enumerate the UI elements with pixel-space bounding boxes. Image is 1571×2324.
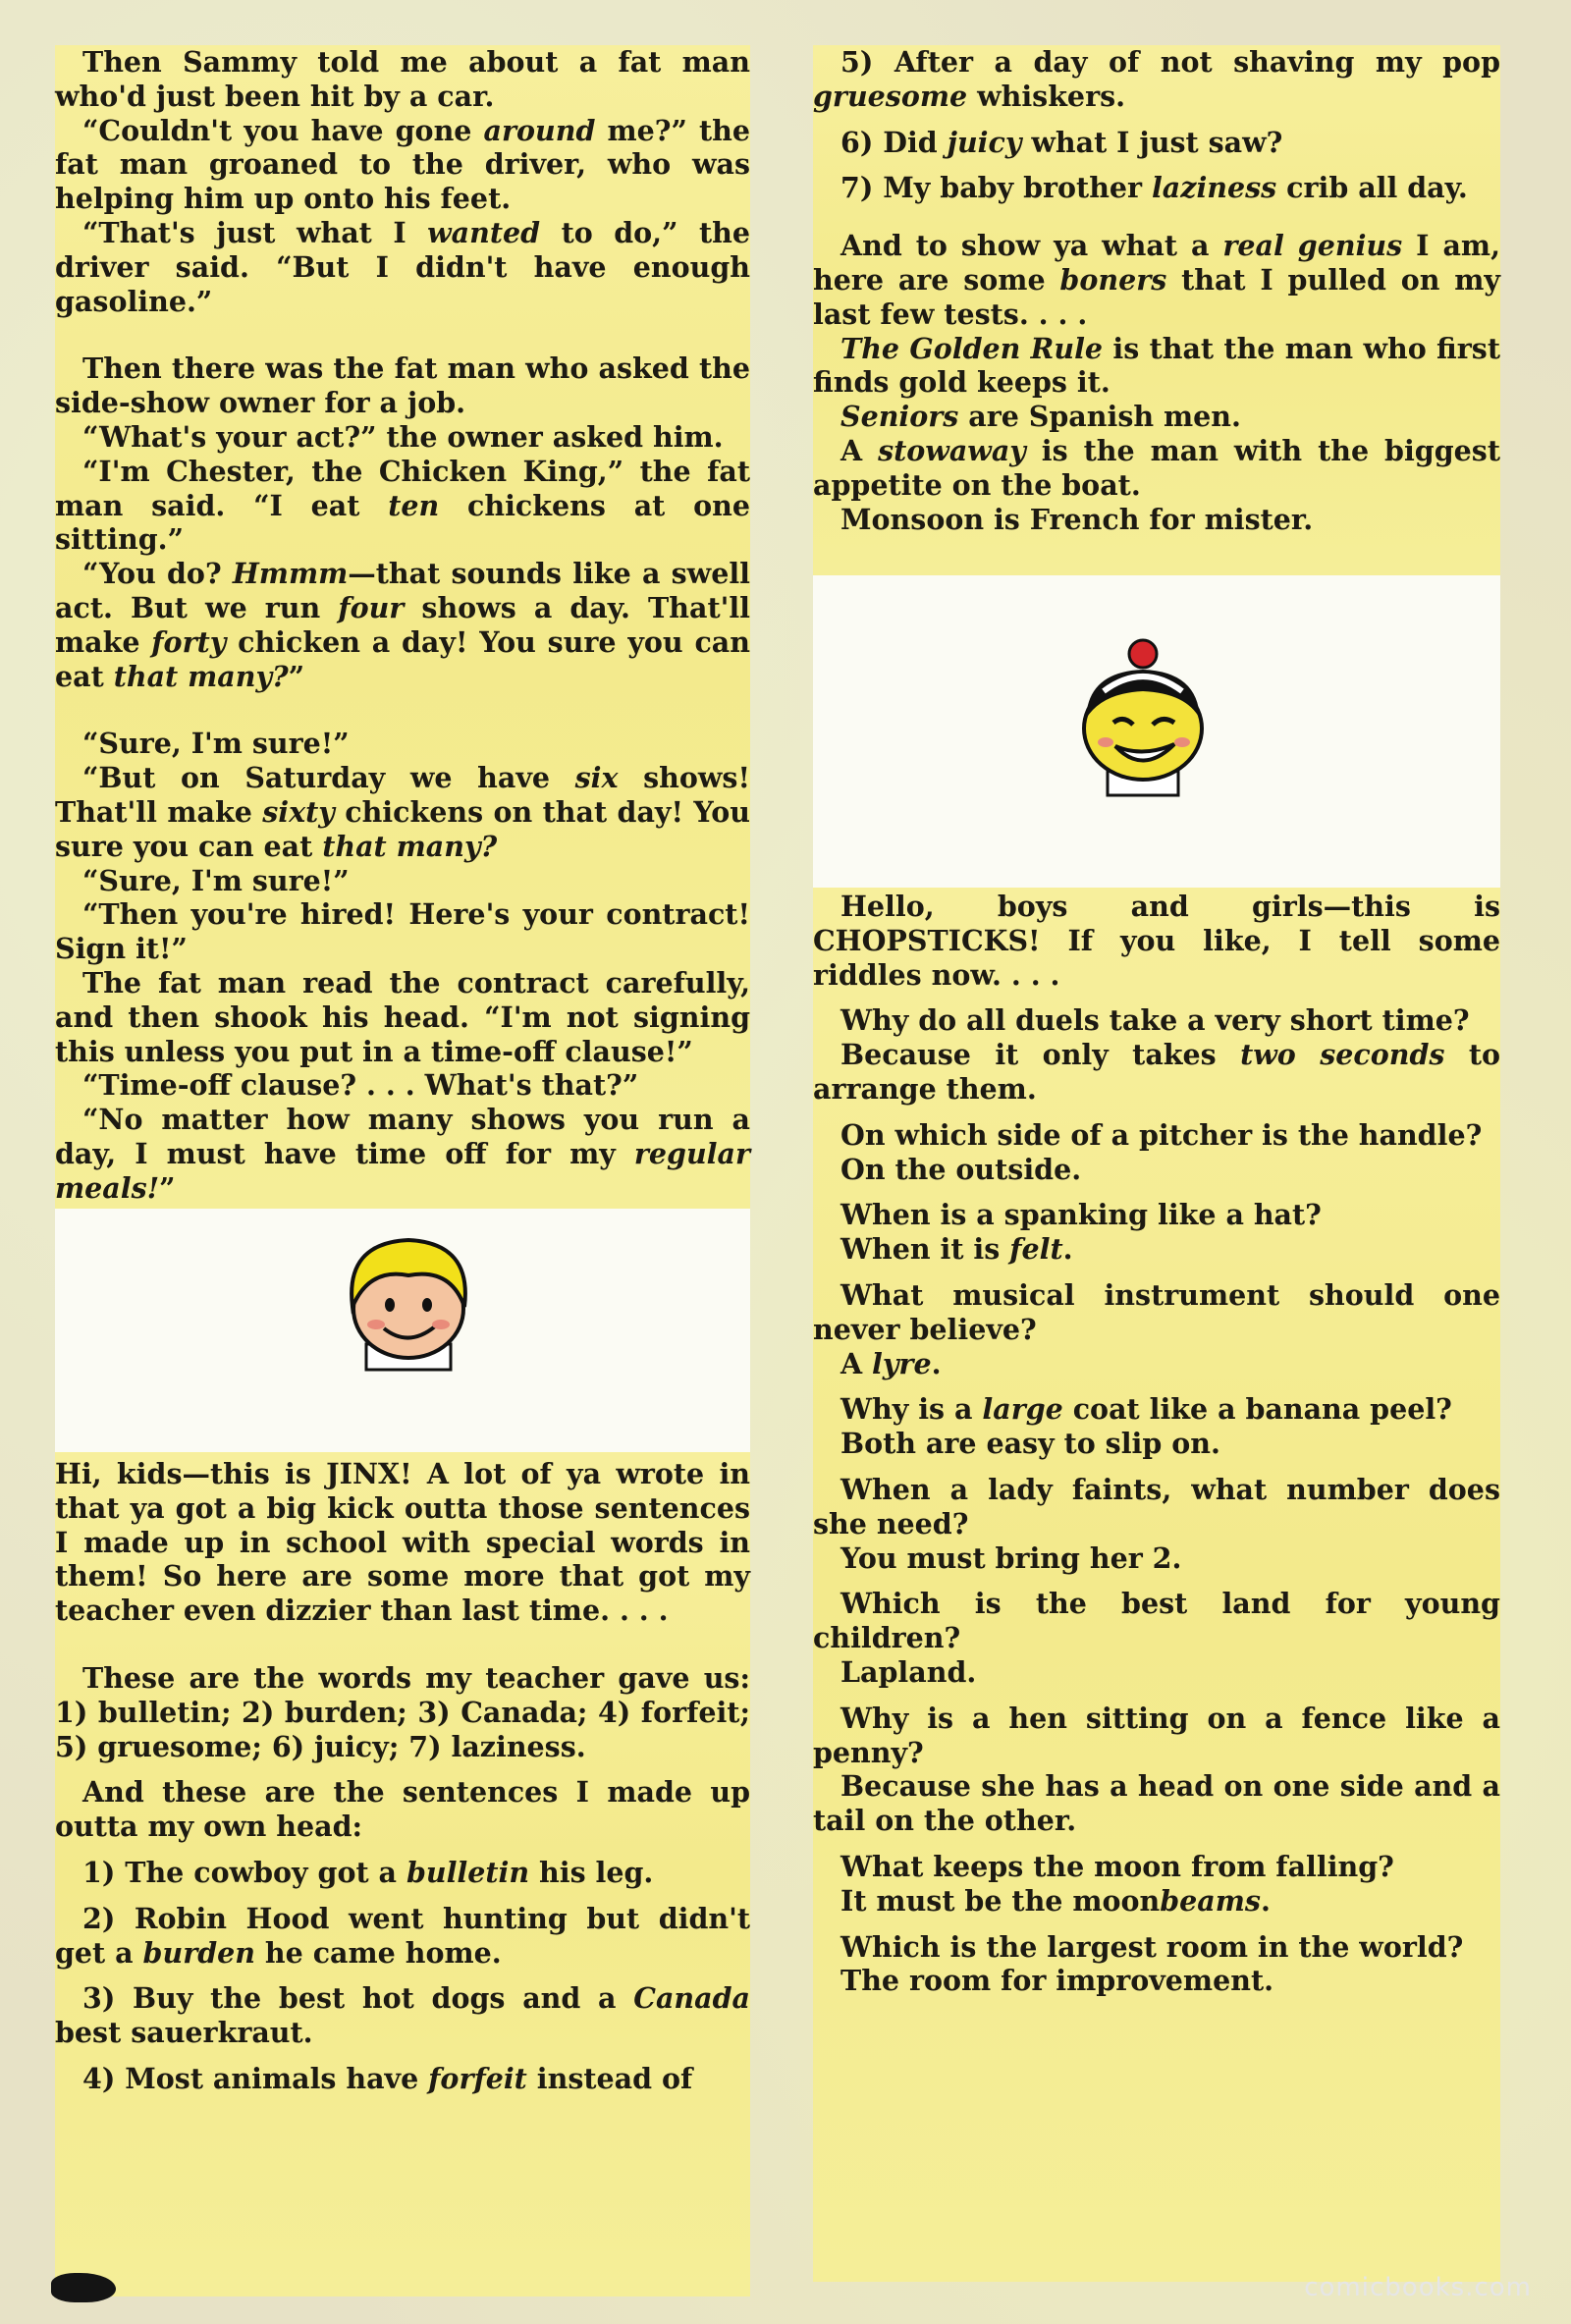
boner-item: The Golden Rule is that the man who first finds gold keeps it. xyxy=(813,331,1500,400)
riddle-answer: You must bring her 2. xyxy=(840,1540,1182,1575)
ink-blot xyxy=(51,2273,116,2302)
riddle-answer: Because it only takes two seconds to arrange them. xyxy=(813,1038,1500,1106)
riddle-answer: When it is felt. xyxy=(840,1232,1073,1267)
sentence-item: 6) Did juicy what I just saw? xyxy=(840,125,1283,159)
riddle-item xyxy=(813,1003,1500,1106)
riddle-item xyxy=(813,1702,1500,1838)
right-text-top xyxy=(813,45,1500,536)
riddle-answer: The room for improvement. xyxy=(840,1964,1274,1998)
riddle-question: When is a spanking like a hat? xyxy=(840,1198,1322,1232)
riddle-answer: It must be the moonbeams. xyxy=(840,1883,1271,1918)
riddle-item xyxy=(813,1278,1500,1380)
paragraph: “That's just what I wanted to do,” the driver said. “But I didn't have enough gasoline.” xyxy=(55,215,750,318)
paragraph: The fat man read the contract carefully, and then shook his head. “I'm not signing this unless you put in a time-off clause!” xyxy=(55,965,750,1068)
left-text-top xyxy=(55,45,750,1206)
sentence-item: 4) Most animals have forfeit instead of xyxy=(82,2061,693,2095)
sentence-item: 1) The cowboy got a bulletin his leg. xyxy=(82,1855,654,1889)
jinx-face-icon xyxy=(325,1228,492,1376)
left-text-bottom xyxy=(55,1457,750,2096)
riddle-answer: Lapland. xyxy=(840,1654,977,1689)
paragraph: “You do? Hmmm—that sounds like a swell act. But we run four shows a day. That'll make forty chicken a day! You sure you can eat that many?” xyxy=(55,557,750,693)
riddle-item xyxy=(813,1118,1500,1187)
boner-item: A stowaway is the man with the biggest appetite on the boat. xyxy=(813,433,1500,502)
riddle-question: Which is the best land for young children? xyxy=(813,1587,1500,1655)
riddle-item xyxy=(813,1392,1500,1461)
boner-item: Monsoon is French for mister. xyxy=(840,502,1314,536)
paragraph: “No matter how many shows you run a day, I must have time off for my regular meals!” xyxy=(55,1103,750,1205)
left-column xyxy=(55,45,750,2264)
chester-story xyxy=(55,351,750,693)
sentence-item: 2) Robin Hood went hunting but didn't get a burden he came home. xyxy=(55,1901,750,1970)
riddle-answer: Because she has a head on one side and a tail on the other. xyxy=(813,1769,1500,1838)
watermark: comicbooks.com xyxy=(1304,2273,1532,2302)
chopsticks-intro: Hello, boys and girls—this is CHOPSTICKS! If you like, I tell some riddles now. . . . xyxy=(813,890,1500,992)
boner-item: Seniors are Spanish men. xyxy=(840,400,1241,434)
sentence-item: 7) My baby brother laziness crib all day. xyxy=(840,171,1468,205)
riddle-answer: A lyre. xyxy=(840,1346,942,1380)
jinx-intro: Hi, kids—this is JINX! A lot of ya wrote in that ya got a big kick outta those sentences I made up in school with special words in them! So here are some more that got my teacher even dizzier than last time. . . . xyxy=(55,1457,750,1628)
riddle-question: Why is a hen sitting on a fence like a penny? xyxy=(813,1701,1500,1769)
riddle-item xyxy=(813,1930,1500,1999)
riddle-question: Which is the largest room in the world? xyxy=(840,1929,1464,1964)
riddle-answer: On the outside. xyxy=(840,1152,1082,1186)
paragraph: “Couldn't you have gone around me?” the fat man groaned to the driver, who was helping him up onto his feet. xyxy=(55,113,750,216)
paragraph: Then Sammy told me about a fat man who'd just been hit by a car. xyxy=(55,45,750,113)
riddle-item xyxy=(813,1198,1500,1267)
chopsticks-illustration xyxy=(813,575,1500,888)
riddle-item xyxy=(813,1473,1500,1575)
jinx-illustration xyxy=(55,1209,750,1452)
riddle-item xyxy=(813,1587,1500,1689)
riddle-item xyxy=(813,1850,1500,1919)
sentence-item: 5) After a day of not shaving my pop gruesome whiskers. xyxy=(813,45,1500,113)
paragraph: “Sure, I'm sure!” xyxy=(82,727,350,761)
sentence-item: 3) Buy the best hot dogs and a Canada best sauerkraut. xyxy=(55,1981,750,2050)
paragraph: “Sure, I'm sure!” xyxy=(82,863,350,897)
paragraph: Then there was the fat man who asked the side-show owner for a job. xyxy=(55,351,750,420)
sammy-story xyxy=(55,45,750,318)
paragraph: “But on Saturday we have six shows! That'll make sixty chickens on that day! You sure you can eat that many? xyxy=(55,761,750,863)
words-intro: These are the words my teacher gave us: 1) bulletin; 2) burden; 3) Canada; 4) forfeit; 5) gruesome; 6) juicy; 7) laziness. xyxy=(55,1660,750,1763)
sentences-list-right xyxy=(813,45,1500,217)
right-column xyxy=(813,45,1500,2264)
chester-story-cont xyxy=(55,727,750,1205)
right-text-bottom xyxy=(813,890,1500,1998)
riddle-question: Why do all duels take a very short time? xyxy=(840,1003,1470,1038)
sentences-list-left xyxy=(55,1856,750,2096)
riddle-question: When a lady faints, what number does she need? xyxy=(813,1472,1500,1540)
sentences-intro: And these are the sentences I made up outta my own head: xyxy=(55,1775,750,1844)
paragraph: “Time-off clause? . . . What's that?” xyxy=(82,1068,639,1103)
genius-intro: And to show ya what a real genius I am, here are some boners that I pulled on my last few tests. . . . xyxy=(813,229,1500,331)
chopsticks-face-icon xyxy=(1058,632,1225,804)
paragraph: “What's your act?” the owner asked him. xyxy=(82,419,724,454)
paragraph: “Then you're hired! Here's your contract! Sign it!” xyxy=(55,897,750,966)
riddle-question: On which side of a pitcher is the handle? xyxy=(840,1117,1483,1152)
boners-list xyxy=(813,332,1500,537)
riddles-list xyxy=(813,1003,1500,1998)
paragraph: “I'm Chester, the Chicken King,” the fat man said. “I eat ten chickens at one sitting.” xyxy=(55,454,750,557)
riddle-question: Why is a large coat like a banana peel? xyxy=(840,1392,1452,1427)
riddle-question: What keeps the moon from falling? xyxy=(840,1849,1394,1883)
riddle-question: What musical instrument should one never believe? xyxy=(813,1277,1500,1346)
riddle-answer: Both are easy to slip on. xyxy=(840,1427,1220,1461)
